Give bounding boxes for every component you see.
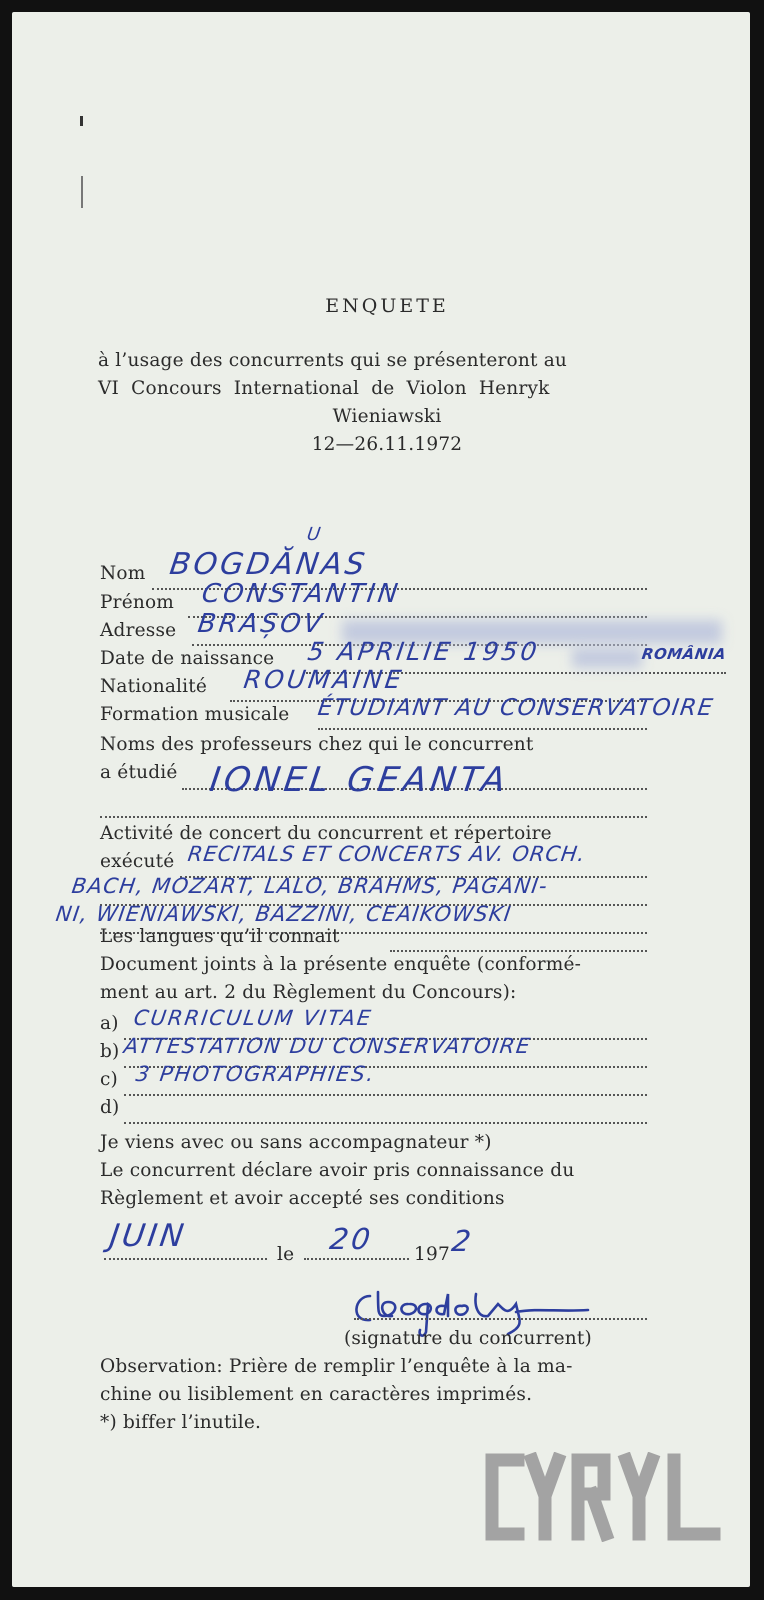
nationalite-value: ROUMAINE <box>241 665 406 694</box>
nationalite-label: Nationalité <box>100 676 208 697</box>
observation-line-1: Observation: Prière de remplir l’enquête à la ma- <box>100 1356 573 1377</box>
date-month: JUIN <box>107 1218 189 1254</box>
document-key-d: d) <box>100 1097 120 1118</box>
nom-accent: U <box>305 524 324 545</box>
prenom-label: Prénom <box>100 592 175 613</box>
nom-label: Nom <box>100 563 146 584</box>
professeurs-label-1: Noms des professeurs chez qui le concurrent <box>100 734 534 755</box>
adresse-value: BRAȘOV <box>195 609 327 639</box>
formation-line <box>318 728 647 730</box>
activite-label-1: Activité de concert du concurrent et répertoire <box>100 823 552 844</box>
document-form <box>12 12 750 1587</box>
intro-line-2: VI Concours International de Violon Henryk <box>98 378 550 399</box>
observation-line-2: chine ou lisiblement en caractères imprimés. <box>100 1384 533 1405</box>
nom-value: BOGDĂNAS <box>167 547 370 582</box>
langues-line <box>390 950 647 952</box>
document-line-d <box>124 1122 647 1124</box>
prenom-value: CONSTANTIN <box>199 579 403 609</box>
document-value-a: CURRICULUM VITAE <box>132 1006 375 1030</box>
activite-value-2: BACH, MOZART, LALO, BRAHMS, PAGANI- <box>70 874 550 898</box>
formation-value: ÉTUDIANT AU CONSERVATOIRE <box>316 695 716 721</box>
date-year-digit: 2 <box>449 1224 476 1258</box>
date-day: 20 <box>327 1222 376 1256</box>
date-year-prefix: 197 <box>414 1244 450 1265</box>
professeurs-label-2: a étudié <box>100 762 178 783</box>
langues-label: Les langues qu’il connait <box>100 926 340 947</box>
cyryl-watermark-logo <box>482 1452 732 1542</box>
activite-label-2: exécuté <box>100 851 175 872</box>
naissance-value: 5 APRILIE 1950 <box>305 637 542 666</box>
declaration-line-2: Règlement et avoir accepté ses conditions <box>100 1188 505 1209</box>
professeurs-line-2 <box>100 816 647 818</box>
margin-mark <box>80 116 83 208</box>
signature-line <box>354 1318 647 1320</box>
intro-line-3: Wieniawski <box>332 406 442 427</box>
footnote: *) biffer l’inutile. <box>100 1412 262 1433</box>
month-line <box>104 1258 267 1260</box>
date-le: le <box>277 1244 295 1265</box>
document-value-c: 3 PHOTOGRAPHIES. <box>134 1062 378 1086</box>
signature-caption: (signature du concurrent) <box>344 1328 592 1349</box>
redacted-birthplace <box>572 648 642 668</box>
form-title: ENQUETE <box>325 295 449 317</box>
professeurs-value: IONEL GEANTA <box>207 760 512 800</box>
day-line <box>304 1258 409 1260</box>
accompagnateur-text: Je viens avec ou sans accompagnateur *) <box>100 1132 492 1153</box>
adresse-label: Adresse <box>100 620 177 641</box>
declaration-line-1: Le concurrent déclare avoir pris connaissance du <box>100 1160 575 1181</box>
naissance-label: Date de naissance <box>100 648 275 669</box>
intro-line-1: à l’usage des concurrents qui se présenteront au <box>98 350 568 371</box>
document-line-c <box>124 1094 647 1096</box>
documents-label-2: ment au art. 2 du Règlement du Concours): <box>100 982 517 1003</box>
formation-label: Formation musicale <box>100 704 290 725</box>
document-key-c: c) <box>100 1069 118 1090</box>
activite-value-1: RECITALS ET CONCERTS AV. ORCH. <box>186 842 588 866</box>
activite-value-3: NI, WIENIAWSKI, BAZZINI, CEAIKOWSKI <box>54 902 514 926</box>
document-key-a: a) <box>100 1013 119 1034</box>
documents-label-1: Document joints à la présente enquête (conformé- <box>100 954 582 975</box>
document-value-b: ATTESTATION DU CONSERVATOIRE <box>122 1034 533 1058</box>
competition-dates: 12—26.11.1972 <box>311 434 463 455</box>
country-value: ROMÂNIA <box>640 645 728 663</box>
document-key-b: b) <box>100 1041 120 1062</box>
